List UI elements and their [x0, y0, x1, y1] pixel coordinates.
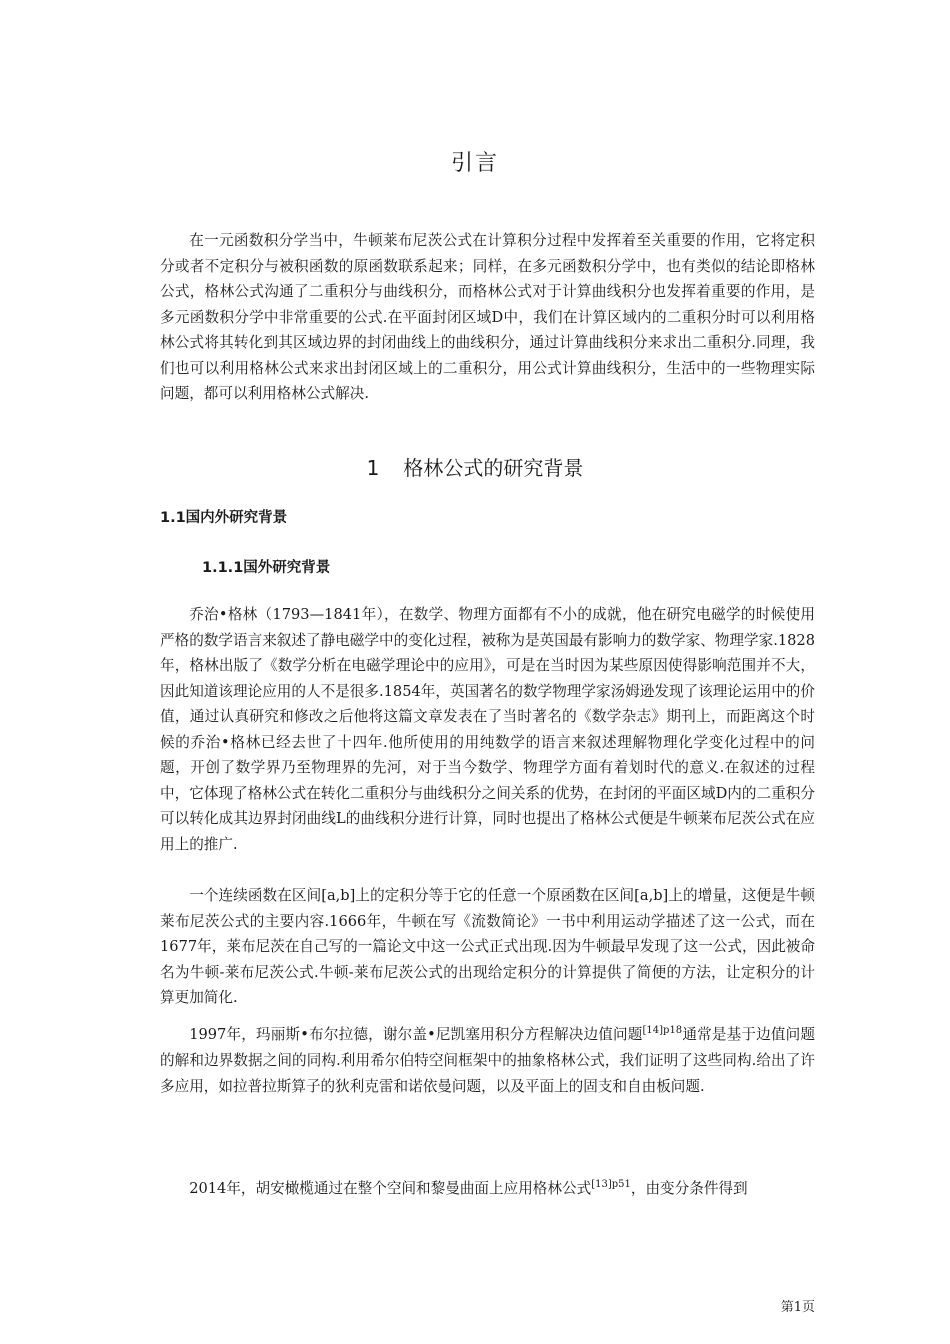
intro-paragraph: 在一元函数积分学当中，牛顿莱布尼茨公式在计算积分过程中发挥着至关重要的作用，它将定积分或者不定积分与被积函数的原函数联系起来；同样，在多元函数积分学中，也有类似的结论即格林公式，格林公式沟通了二重积分与曲线积分，而格林公式对于计算曲线积分也发挥着重要的作用，是多元函数积分学中非常重要的公式.在平面封闭区域D中，我们在计算区域内的二重积分时可以利用格林公式将其转化到其区域边界的封闭曲线上的曲线积分，通过计算曲线积分来求出二重积分.同理，我们也可以利用格林公式来求出封闭区域上的二重积分，用公式计算曲线积分，生活中的一些物理实际问题，都可以利用格林公式解决. [160, 232, 815, 402]
paragraph-text: ，由变分条件得到 [630, 1180, 748, 1197]
paragraph-text: 1997年，玛丽斯•布尔拉德，谢尔盖•尼凯塞用积分方程解决边值问题 [189, 1026, 643, 1043]
section-heading [0, 452, 950, 481]
body-paragraph-2014 [160, 1176, 815, 1202]
section-title: 格林公式的研究背景 [403, 456, 584, 480]
citation-ref[interactable]: [13]p51 [591, 1179, 631, 1191]
body-paragraph-green: 乔治•格林（1793—1841年），在数学、物理方面都有不小的成就，他在研究电磁学的时候使用严格的数学语言来叙述了静电磁学中的变化过程，被称为是英国最有影响力的数学家、物理学家.1828年，格林出版了《数学分析在电磁学理论中的应用》，可是在当时因为某些原因使得影响范围并不大，因此知道该理论应用的人不是很多.1854年，英国著名的数学物理学家汤姆逊发现了该理论运用中的价值，通过认真研究和修改之后他将这篇文章发表在了当时著名的《数学杂志》期刊上，而距离这个时候的乔治•格林已经去世了十四年.他所使用的用纯数学的语言来叙述理解物理化学变化过程中的问题，开创了数学界乃至物理界的先河，对于当今数学、物理学方面有着划时代的意义.在叙述的过程中，它体现了格林公式在转化二重积分与曲线积分之间关系的优势，在封闭的平面区域D内的二重积分可以转化成其边界封闭曲线L的曲线积分进行计算，同时也提出了格林公式便是牛顿莱布尼茨公式在应用上的推广. [160, 606, 815, 853]
page-number: 第1页 [780, 1300, 815, 1315]
body-paragraph-1997 [160, 1022, 815, 1100]
citation-ref[interactable]: [14]p18 [642, 1025, 683, 1037]
paragraph-text: 通常是基于边值问题的解和边界数据之间的同构.利用希尔伯特空间框架中的抽象格林公式，我们证明了这些同构.给出了许多应用，如拉普拉斯算子的狄利克雷和诺依曼问题，以及平面上的固支和自由板问题. [160, 1026, 815, 1095]
paragraph-text: 2014年，胡安橄榄通过在整个空间和黎曼曲面上应用格林公式 [189, 1180, 592, 1197]
body-paragraph-newton: 一个连续函数在区间[a,b]上的定积分等于它的任意一个原函数在区间[a,b]上的增量，这便是牛顿莱布尼茨公式的主要内容.1666年，牛顿在写《流数简论》一书中利用运动学描述了这一公式，而在1677年，莱布尼茨在自己写的一篇论文中这一公式正式出现.因为牛顿最早发现了这一公式，因此被命名为牛顿-莱布尼茨公式.牛顿-莱布尼茨公式的出现给定积分的计算提供了简便的方法，让定积分的计算更加简化. [160, 887, 815, 1006]
subsection-heading: 1.1国内外研究背景 [160, 510, 288, 526]
page-title: 引言 [450, 151, 499, 176]
section-number: 1 [366, 456, 380, 480]
subsubsection-heading: 1.1.1国外研究背景 [202, 560, 331, 576]
